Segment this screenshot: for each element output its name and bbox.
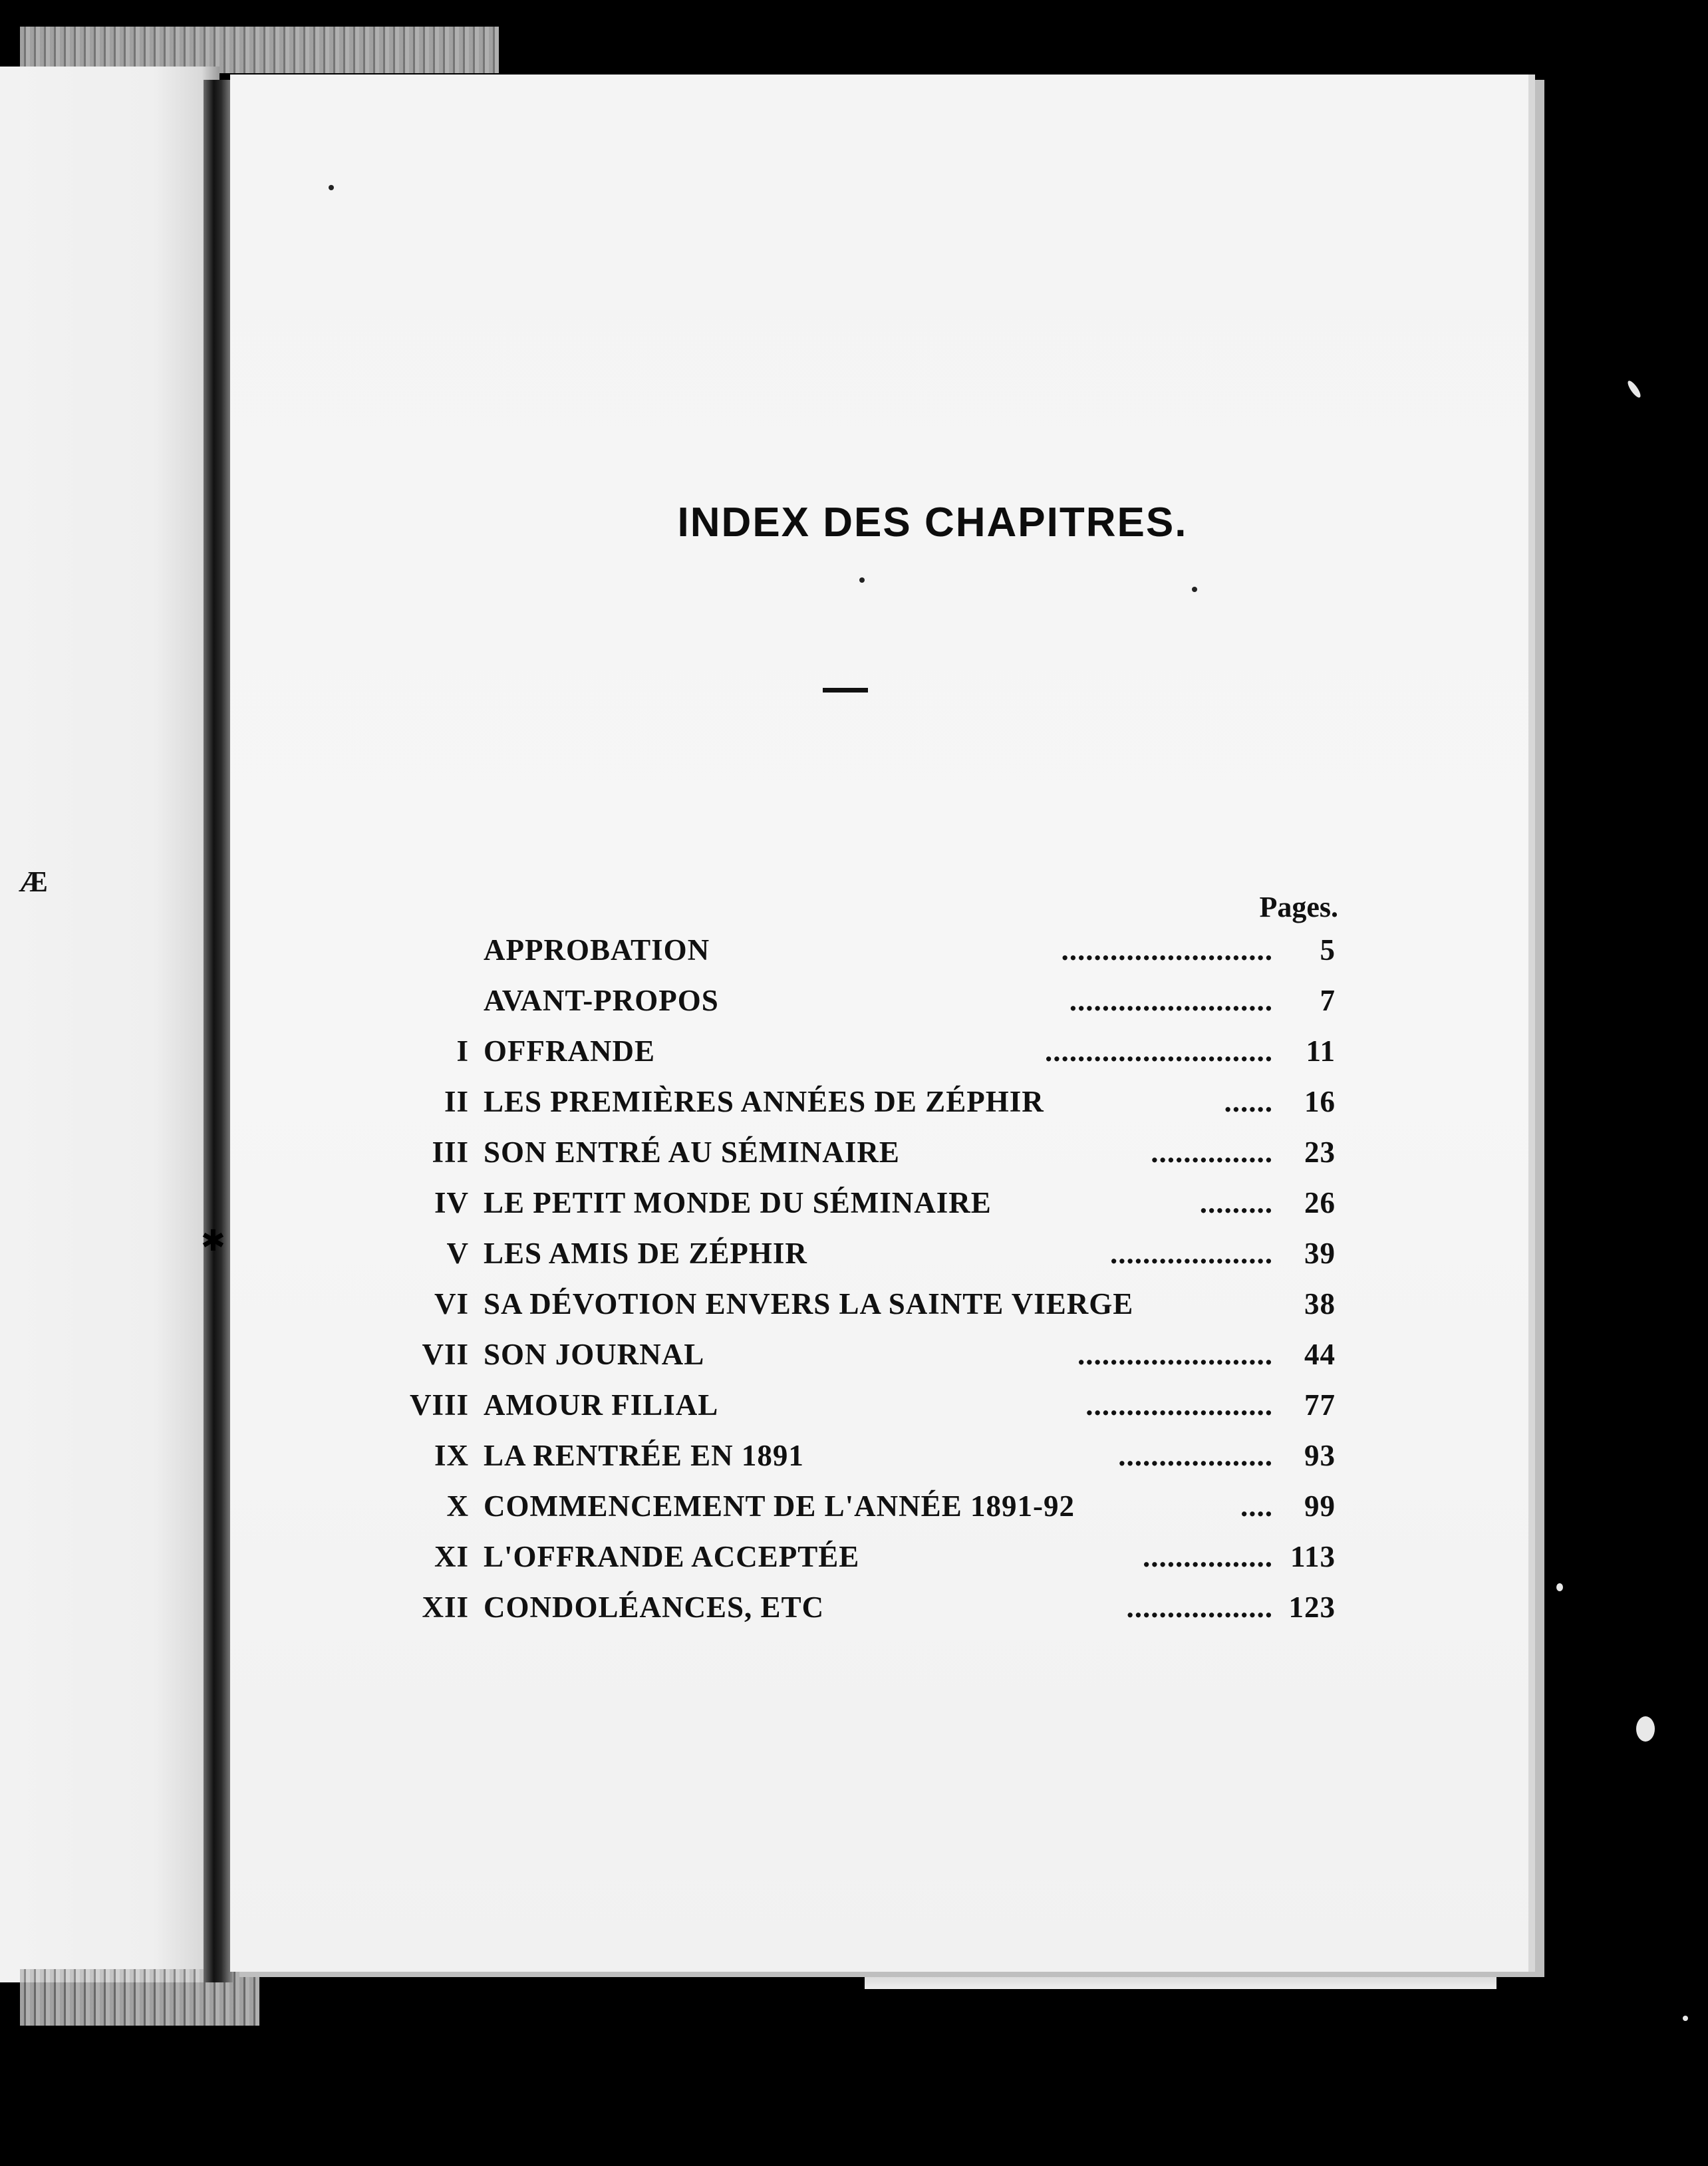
chapter-title: SON ENTRÉ AU SÉMINAIRE bbox=[484, 1136, 900, 1169]
page-title: INDEX DES CHAPITRES. bbox=[677, 500, 1188, 545]
chapter-number: I bbox=[456, 1034, 469, 1068]
page-number: 113 bbox=[1290, 1540, 1336, 1573]
chapter-title: LA RENTRÉE EN 1891 bbox=[484, 1439, 804, 1472]
leader-dots: .................. bbox=[1126, 1591, 1273, 1624]
leader-dots: ........................ bbox=[1077, 1338, 1273, 1371]
dust-speck bbox=[1683, 2016, 1688, 2021]
leader-dots: .................... bbox=[1110, 1237, 1273, 1270]
leader-dots: ....................... bbox=[1085, 1388, 1273, 1422]
toc-entry bbox=[230, 1236, 1528, 1287]
chapter-title: LES PREMIÈRES ANNÉES DE ZÉPHIR bbox=[484, 1085, 1044, 1118]
dust-speck bbox=[1556, 1583, 1563, 1591]
toc-entry bbox=[230, 1438, 1528, 1489]
toc-entry bbox=[230, 1084, 1528, 1135]
leader-dots: ............................ bbox=[1045, 1034, 1273, 1068]
book-spine bbox=[204, 80, 233, 1982]
print-dot bbox=[1192, 587, 1197, 592]
page-number: 38 bbox=[1304, 1287, 1336, 1320]
chapter-number: IV bbox=[434, 1186, 469, 1219]
chapter-number: II bbox=[444, 1085, 469, 1118]
chapter-number: VI bbox=[434, 1287, 469, 1320]
chapter-title: L'OFFRANDE ACCEPTÉE bbox=[484, 1540, 860, 1573]
leader-dots: .......................... bbox=[1061, 933, 1273, 967]
chapter-title: OFFRANDE bbox=[484, 1034, 655, 1068]
page-number: 5 bbox=[1320, 933, 1336, 967]
chapter-title: SON JOURNAL bbox=[484, 1338, 705, 1371]
toc-entry bbox=[230, 1185, 1528, 1236]
page-number: 23 bbox=[1304, 1136, 1336, 1169]
toc-entry bbox=[230, 1034, 1528, 1084]
toc-entry bbox=[230, 1287, 1528, 1337]
pages-column-heading: Pages. bbox=[1259, 891, 1338, 923]
document-page bbox=[230, 75, 1535, 1972]
chapter-number: VIII bbox=[409, 1388, 469, 1422]
page-number: 11 bbox=[1306, 1034, 1336, 1068]
page-number: 26 bbox=[1304, 1186, 1336, 1219]
page-number: 77 bbox=[1304, 1388, 1336, 1422]
toc-entry bbox=[230, 1337, 1528, 1388]
chapter-number: V bbox=[446, 1237, 469, 1270]
page-number: 39 bbox=[1304, 1237, 1336, 1270]
leader-dots: ............... bbox=[1151, 1136, 1273, 1169]
leader-dots: ................... bbox=[1118, 1439, 1273, 1472]
print-dot bbox=[329, 185, 334, 190]
page-number: 44 bbox=[1304, 1338, 1336, 1371]
chapter-number: X bbox=[446, 1489, 469, 1523]
dust-speck bbox=[1636, 1716, 1655, 1742]
page-number: 123 bbox=[1288, 1591, 1336, 1624]
leader-dots: .... bbox=[1240, 1489, 1273, 1523]
page-number: 7 bbox=[1320, 984, 1336, 1017]
toc-entry bbox=[230, 933, 1528, 983]
facing-page bbox=[0, 67, 219, 1982]
toc-entry bbox=[230, 1135, 1528, 1185]
toc-entry bbox=[230, 1590, 1528, 1640]
chapter-title: AMOUR FILIAL bbox=[484, 1388, 719, 1422]
chapter-number: III bbox=[432, 1136, 469, 1169]
leader-dots: ................ bbox=[1143, 1540, 1273, 1573]
chapter-number: XII bbox=[422, 1591, 469, 1624]
chapter-title: APPROBATION bbox=[484, 933, 710, 967]
chapter-title: SA DÉVOTION ENVERS LA SAINTE VIERGE bbox=[484, 1287, 1134, 1320]
leader-dots: ...... bbox=[1224, 1085, 1273, 1118]
leader-dots: ......... bbox=[1199, 1186, 1273, 1219]
spine-mark: ✱ bbox=[201, 1224, 225, 1258]
page-bottom-edge bbox=[865, 1973, 1496, 1989]
print-dot bbox=[859, 577, 865, 583]
chapter-number: VII bbox=[422, 1338, 469, 1371]
chapter-title: COMMENCEMENT DE L'ANNÉE 1891-92 bbox=[484, 1489, 1075, 1523]
toc-entry bbox=[230, 983, 1528, 1034]
leader-dots: ......................... bbox=[1069, 984, 1273, 1017]
chapter-title: LES AMIS DE ZÉPHIR bbox=[484, 1237, 807, 1270]
toc-entry bbox=[230, 1489, 1528, 1539]
toc-entry bbox=[230, 1388, 1528, 1438]
chapter-title: CONDOLÉANCES, ETC bbox=[484, 1591, 825, 1624]
page-number: 93 bbox=[1304, 1439, 1336, 1472]
chapter-title: LE PETIT MONDE DU SÉMINAIRE bbox=[484, 1186, 992, 1219]
title-rule bbox=[823, 688, 868, 693]
page-number: 16 bbox=[1304, 1085, 1336, 1118]
facing-page-text-fragment: Æ bbox=[19, 865, 48, 898]
chapter-title: AVANT-PROPOS bbox=[484, 984, 719, 1017]
toc-entry bbox=[230, 1539, 1528, 1590]
page-number: 99 bbox=[1304, 1489, 1336, 1523]
chapter-number: XI bbox=[434, 1540, 469, 1573]
chapter-number: IX bbox=[434, 1439, 469, 1472]
